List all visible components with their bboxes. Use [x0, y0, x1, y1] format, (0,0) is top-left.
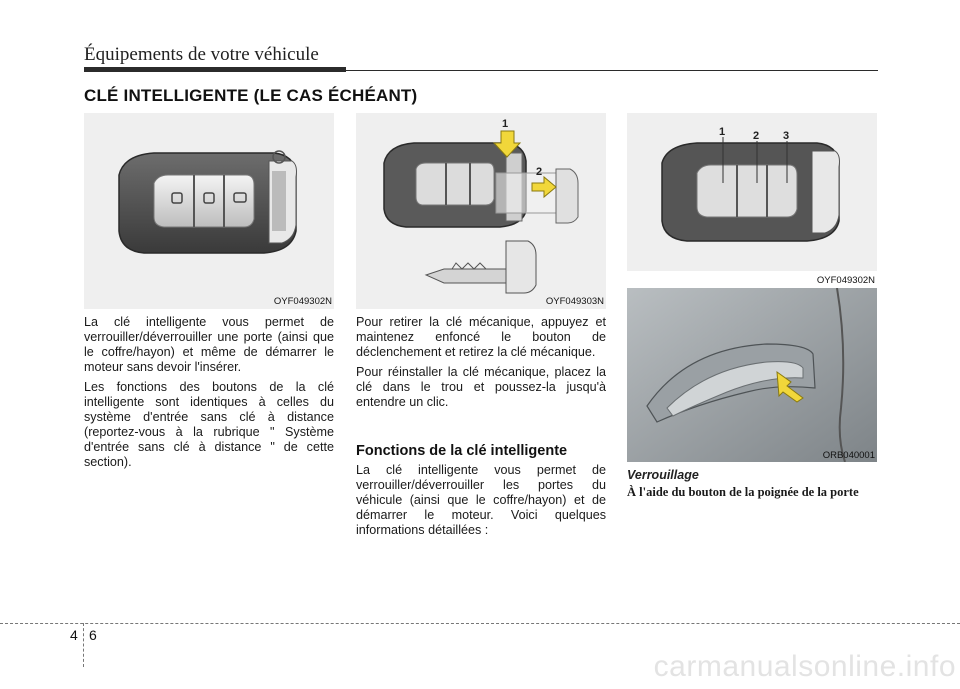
callout-label: 2	[536, 166, 543, 178]
chapter-title: Équipements de votre véhicule	[84, 44, 319, 65]
callout-label: 1	[719, 126, 726, 138]
paragraph: La clé intelligente vous permet de verrouiller/déverrouiller une porte (ainsi que le coffre/hayon) et même de démarrer le moteur sans devoir l'insérer.	[84, 315, 334, 374]
figure-caption: OYF049303N	[545, 296, 604, 307]
callout-label: 3	[783, 130, 790, 142]
callout-label: 2	[753, 130, 760, 142]
header-rule	[346, 70, 878, 71]
header-bar	[84, 67, 346, 72]
smart-key-fob-icon	[627, 113, 877, 271]
footer-rule	[0, 623, 960, 624]
column-left	[84, 315, 334, 475]
verrouillage-text: À l'aide du bouton de la poignée de la porte	[627, 485, 859, 499]
paragraph: Les fonctions des boutons de la clé intelligente sont identiques à celles du système d'entrée sans clé à distance (reportez-vous à la rubrique " Système d'entrée sans clé à distance " de cette section).	[84, 380, 334, 469]
smart-key-fob-icon	[84, 113, 334, 309]
paragraph: Pour retirer la clé mécanique, appuyez et maintenez enfoncé le bouton de déclenchement et retirez la clé mécanique.	[356, 315, 606, 359]
chapter-number: 4	[70, 627, 78, 643]
figure-caption: OYF049302N	[273, 296, 332, 307]
figure-mechanical-key	[356, 113, 606, 309]
column-middle-cont	[356, 463, 606, 543]
subheading: Fonctions de la clé intelligente	[356, 443, 568, 459]
column-middle	[356, 315, 606, 415]
figure-caption: OYF049302N	[816, 275, 875, 286]
paragraph: La clé intelligente vous permet de verrouiller/déverrouiller les portes du véhicule (ainsi que le coffre/hayon) et de démarrer le moteur. Voici quelques informations détaillées :	[356, 463, 606, 537]
smart-key-fob-icon	[356, 113, 606, 309]
paragraph: Pour réinstaller la clé mécanique, placez la clé dans le trou et poussez-la jusqu'à entendre un clic.	[356, 365, 606, 409]
callout-label: 1	[502, 118, 509, 130]
verrouillage-label: Verrouillage	[627, 468, 699, 482]
door-handle-icon	[627, 288, 877, 462]
page-number: 6	[89, 627, 97, 643]
watermark: carmanualsonline.info	[653, 650, 956, 683]
figure-door-handle	[627, 288, 877, 462]
figure-key-buttons	[627, 113, 877, 271]
figure-key-fob	[84, 113, 334, 309]
figure-caption: ORB040001	[822, 450, 875, 461]
section-title: CLÉ INTELLIGENTE (LE CAS ÉCHÉANT)	[84, 86, 418, 105]
